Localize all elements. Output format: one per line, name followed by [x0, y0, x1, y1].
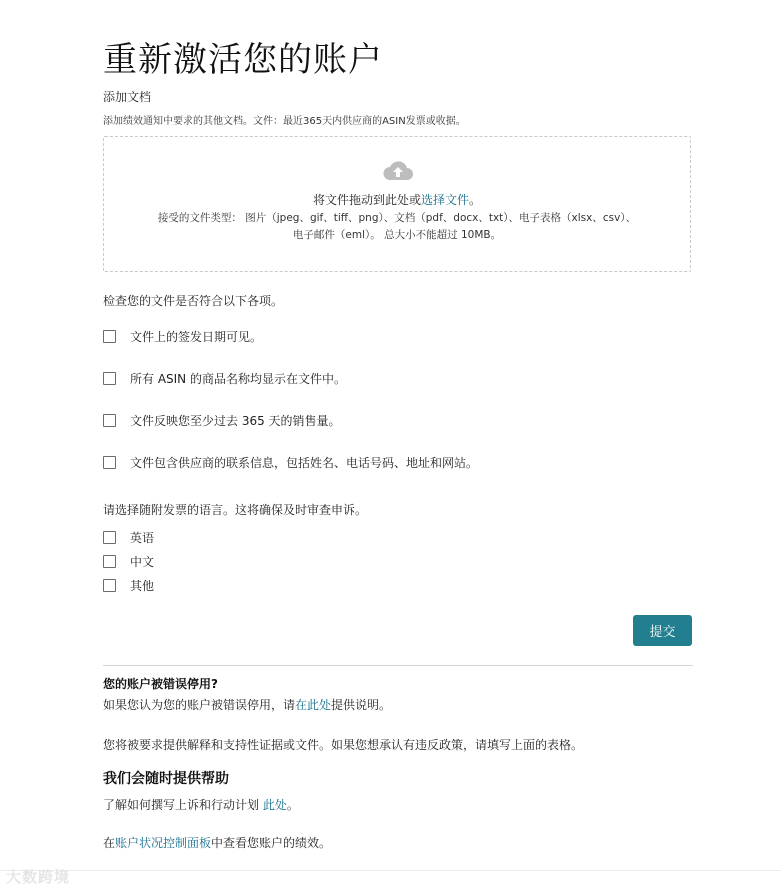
evidence-notice: 您将被要求提供解释和支持性证据或文件。如果您想承认有违反政策，请填写上面的表格。: [103, 738, 584, 752]
checkbox[interactable]: [103, 372, 116, 385]
accepted-types-line2: 电子邮件（eml）。 总大小不能超过 10MB。: [292, 229, 502, 241]
learn-appeal-prefix: 了解如何撰写上诉和行动计划: [103, 798, 263, 812]
language-option-chinese[interactable]: [103, 553, 154, 570]
wrongly-deactivated-text: [103, 696, 391, 713]
watermark-logo: [6, 866, 70, 887]
checkbox[interactable]: [103, 531, 116, 544]
checkbox[interactable]: [103, 330, 116, 343]
cloud-upload-icon: [382, 159, 414, 181]
language-option-label: 其他: [130, 579, 155, 593]
language-option-english[interactable]: [103, 529, 154, 546]
checklist-item-label: 文件反映您至少过去 365 天的销售量。: [130, 414, 341, 428]
language-option-label: 英语: [130, 531, 155, 545]
checklist-item[interactable]: [103, 412, 341, 429]
footer-divider: [0, 870, 781, 871]
file-dropzone[interactable]: [103, 136, 691, 272]
section-divider: [103, 665, 693, 666]
checklist-item[interactable]: [103, 370, 346, 387]
appeal-guide-link[interactable]: 此处: [262, 798, 287, 812]
language-option-other[interactable]: [103, 577, 154, 594]
dropzone-suffix: 。: [469, 193, 482, 207]
language-option-label: 中文: [130, 555, 155, 569]
add-docs-heading: 添加文档: [103, 90, 152, 104]
wrongly-deactivated-prefix: 如果您认为您的账户被错误停用，请: [103, 698, 296, 712]
checklist-item-label: 文件包含供应商的联系信息，包括姓名、电话号码、地址和网站。: [130, 456, 479, 470]
learn-appeal-text: [103, 796, 299, 813]
checklist-prompt: 检查您的文件是否符合以下各项。: [103, 294, 284, 308]
account-health-suffix: 中查看您账户的绩效。: [211, 836, 332, 850]
checkbox[interactable]: [103, 456, 116, 469]
checklist-item[interactable]: [103, 454, 478, 471]
page-title: 重新激活您的账户: [103, 40, 383, 80]
account-health-dashboard-link[interactable]: 账户状况控制面板: [115, 836, 212, 850]
checkbox[interactable]: [103, 414, 116, 427]
checkbox[interactable]: [103, 579, 116, 592]
watermark-text: 大数跨境: [6, 868, 71, 886]
accepted-types-line1: 接受的文件类型： 图片（jpeg、gif、tiff、png）、文档（pdf、docx、txt）、电子表格（xlsx、csv）、: [157, 212, 637, 224]
checklist-item[interactable]: [103, 328, 262, 345]
explain-here-link[interactable]: 在此处: [295, 698, 332, 712]
dropzone-prefix: 将文件拖动到此处或: [312, 193, 421, 207]
checkbox[interactable]: [103, 555, 116, 568]
choose-file-link[interactable]: 选择文件: [420, 193, 469, 207]
language-prompt: 请选择随附发票的语言。这将确保及时审查申诉。: [103, 503, 368, 517]
submit-button[interactable]: 提交: [633, 615, 692, 646]
accepted-file-types: [104, 210, 690, 244]
account-health-prefix: 在: [103, 836, 116, 850]
dropzone-instruction: [104, 191, 690, 208]
add-docs-description: 添加绩效通知中要求的其他文档。文件：最近365天内供应商的ASIN发票或收据。: [103, 116, 466, 127]
wrongly-deactivated-heading: 您的账户被错误停用?: [103, 677, 218, 691]
wrongly-deactivated-suffix: 提供说明。: [331, 698, 392, 712]
help-heading: 我们会随时提供帮助: [103, 771, 229, 787]
checklist-item-label: 所有 ASIN 的商品名称均显示在文件中。: [130, 372, 346, 386]
checklist-item-label: 文件上的签发日期可见。: [130, 330, 263, 344]
learn-appeal-suffix: 。: [286, 798, 299, 812]
account-health-text: [103, 834, 331, 851]
